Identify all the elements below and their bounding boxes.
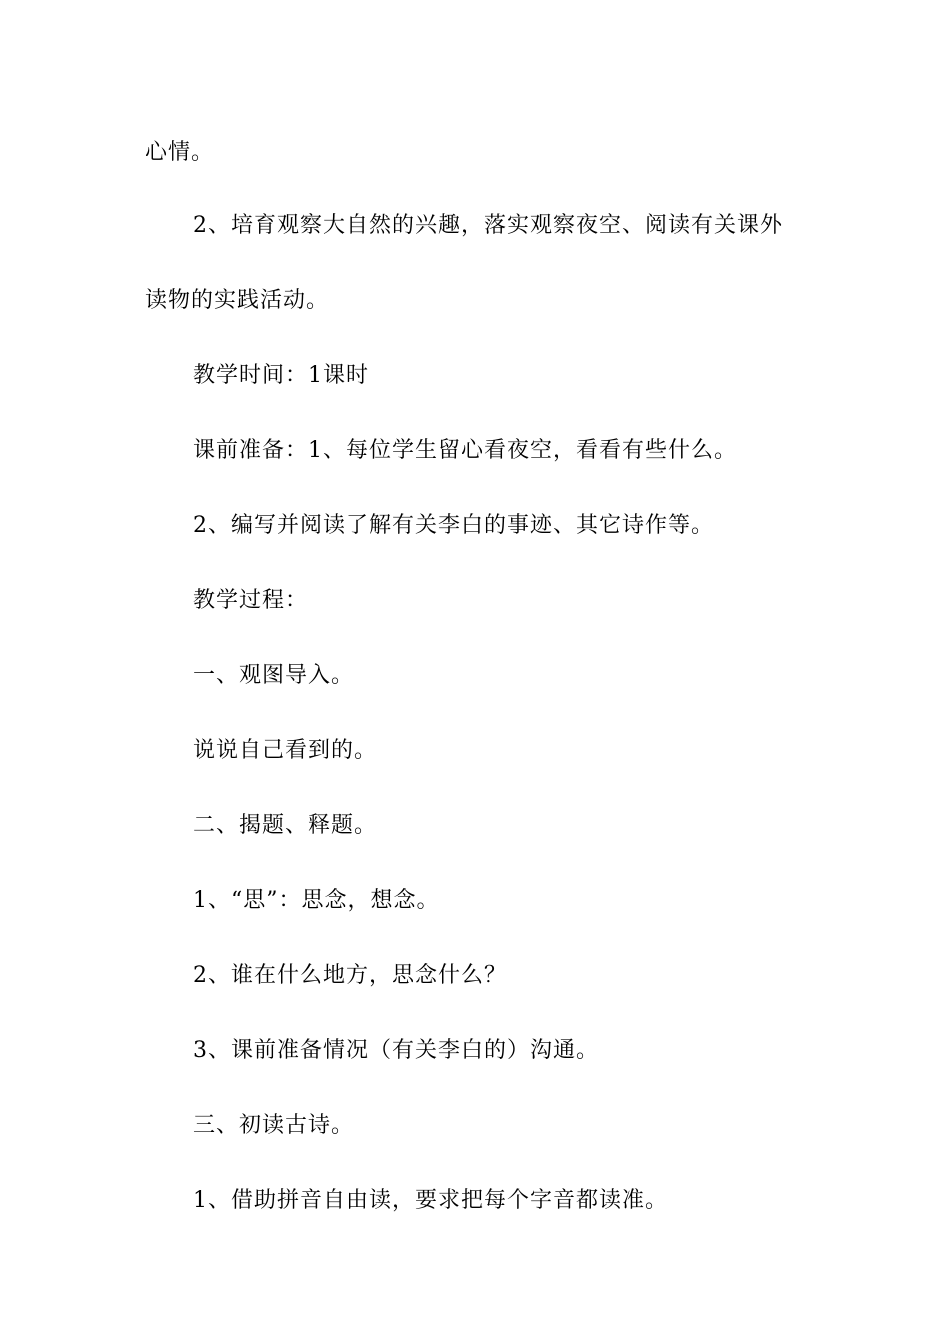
- text-line: 2、编写并阅读了解有关李白的事迹、其它诗作等。: [193, 513, 714, 538]
- text-line: 1、“思”：思念，想念。: [193, 888, 440, 913]
- text-line: 1、借助拼音自由读，要求把每个字音都读准。: [193, 1188, 668, 1213]
- text-line: 读物的实践活动。: [145, 288, 330, 313]
- text-line: 2、培育观察大自然的兴趣，落实观察夜空、阅读有关课外: [193, 213, 783, 238]
- section-heading: 三、初读古诗。: [193, 1113, 355, 1138]
- text-line: 2、谁在什么地方，思念什么？: [193, 963, 507, 988]
- text-line: 教学时间：1课时: [193, 363, 369, 388]
- section-heading: 教学过程：: [193, 588, 309, 613]
- section-heading: 一、观图导入。: [193, 663, 355, 688]
- text-line: 3、课前准备情况（有关李白的）沟通。: [193, 1038, 599, 1063]
- text-line: 说说自己看到的。: [193, 738, 378, 763]
- text-line: 课前准备：1、每位学生留心看夜空，看看有些什么。: [193, 438, 737, 463]
- text-line: 心情。: [145, 140, 215, 165]
- section-heading: 二、揭题、释题。: [193, 813, 378, 838]
